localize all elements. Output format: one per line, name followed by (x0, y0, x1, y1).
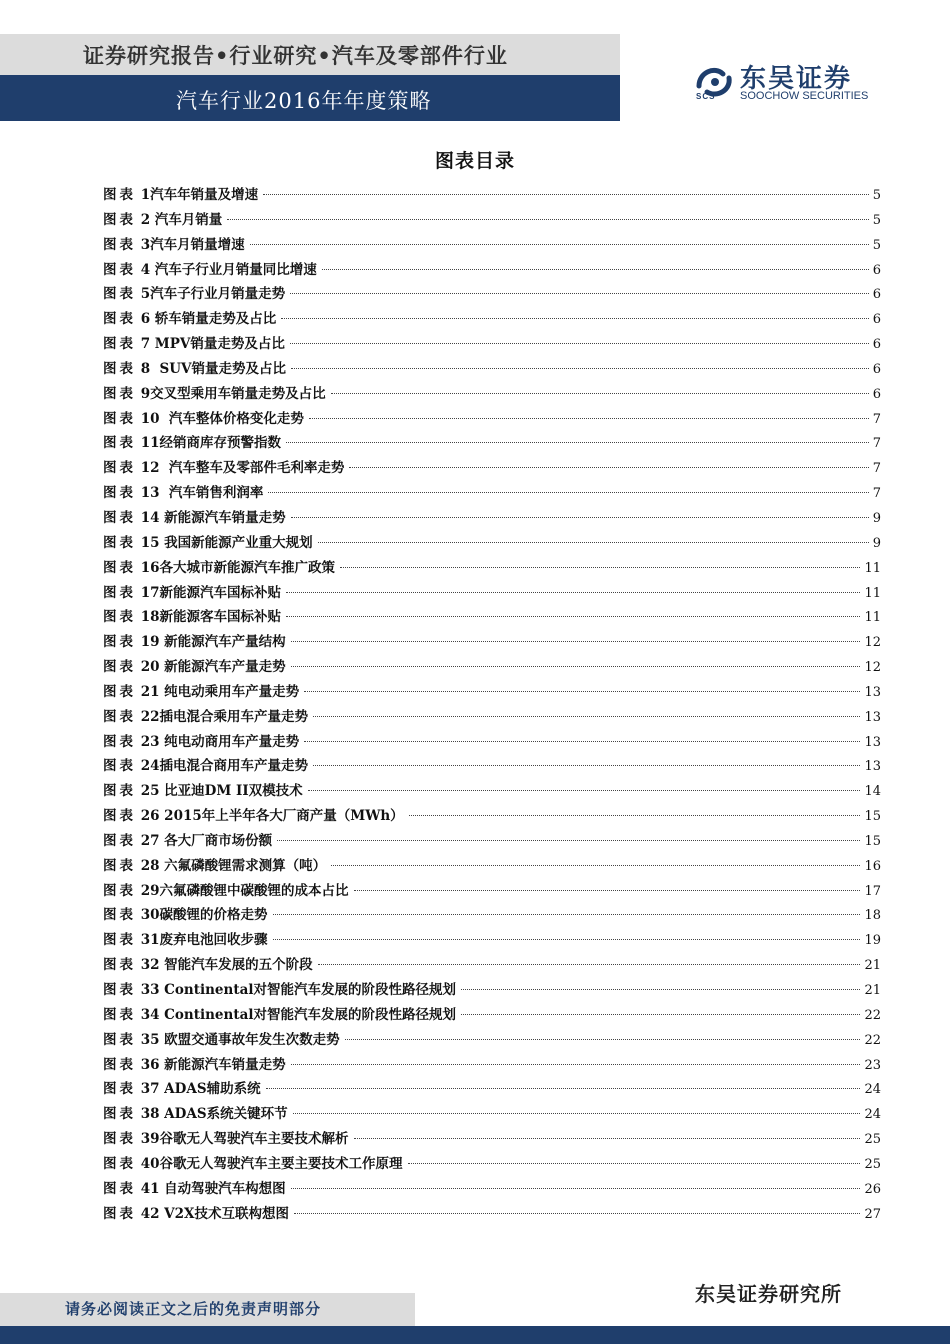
toc-prefix: 图表 (103, 261, 136, 278)
toc-leader-dots (291, 517, 869, 518)
toc-page-number: 5 (872, 212, 881, 228)
toc-page-number: 13 (864, 759, 881, 775)
toc-row[interactable] (103, 357, 881, 382)
toc-prefix: 图表 (103, 659, 136, 676)
toc-row[interactable] (103, 680, 881, 705)
toc-page-number: 13 (864, 734, 881, 750)
toc-row[interactable] (103, 183, 881, 208)
toc-label (103, 1102, 291, 1127)
toc-leader-dots (273, 939, 861, 940)
figure-list (103, 183, 881, 1226)
logo-english-name: SOOCHOW SECURITIES (740, 90, 869, 102)
toc-leader-dots (286, 442, 869, 443)
toc-leader-dots (291, 641, 861, 642)
toc-label (103, 307, 279, 332)
footer-bar (0, 1326, 950, 1344)
toc-caption: 1汽车年销量及增速 (136, 187, 259, 203)
toc-label (103, 804, 407, 829)
toc-label (103, 928, 271, 953)
toc-prefix: 图表 (103, 385, 136, 402)
toc-leader-dots (277, 840, 860, 841)
toc-page-number: 27 (864, 1206, 881, 1222)
toc-prefix: 图表 (103, 435, 136, 452)
toc-caption: 10 汽车整体价格变化走势 (136, 410, 304, 427)
toc-leader-dots (286, 592, 860, 593)
toc-label (103, 208, 225, 233)
toc-row[interactable] (103, 655, 881, 680)
toc-page-number: 13 (864, 684, 881, 700)
toc-prefix: 图表 (103, 485, 136, 502)
toc-caption: 2 汽车月销量 (136, 211, 223, 228)
toc-prefix: 图表 (103, 634, 136, 651)
toc-caption: 15 我国新能源产业重大规划 (136, 534, 313, 551)
toc-row[interactable] (103, 1202, 881, 1227)
toc-caption: 11经销商库存预警指数 (136, 435, 281, 452)
toc-page-number: 7 (872, 461, 881, 477)
footer-institute: 东吴证券研究所 (695, 1282, 842, 1306)
toc-leader-dots (409, 815, 861, 816)
toc-page-number: 6 (872, 262, 881, 278)
toc-leader-dots (340, 567, 860, 568)
toc-row[interactable] (103, 1102, 881, 1127)
toc-page-number: 19 (864, 933, 881, 949)
toc-prefix: 图表 (103, 410, 136, 427)
toc-leader-dots (227, 219, 868, 220)
toc-label (103, 829, 275, 854)
toc-row[interactable] (103, 730, 881, 755)
toc-page-number: 25 (864, 1132, 881, 1148)
toc-page-number: 9 (872, 535, 881, 551)
toc-caption: 3汽车月销量增速 (136, 236, 245, 253)
toc-caption: 31废弃电池回收步骤 (136, 932, 268, 949)
toc-caption: 26 2015年上半年各大厂商产量（MWh） (136, 808, 404, 825)
toc-label (103, 680, 302, 705)
toc-prefix: 图表 (103, 857, 136, 874)
toc-caption: 35 欧盟交通事故年发生次数走势 (136, 1031, 340, 1048)
toc-page-number: 5 (872, 188, 881, 203)
toc-leader-dots (281, 318, 868, 319)
toc-page-number: 6 (872, 386, 881, 402)
toc-leader-dots (286, 616, 860, 617)
logo-abbreviation: SCS (696, 92, 716, 101)
toc-row[interactable] (103, 754, 881, 779)
report-category: 证券研究报告•行业研究•汽车及零部件行业 (83, 43, 508, 68)
toc-prefix: 图表 (103, 832, 136, 849)
toc-prefix: 图表 (103, 758, 136, 775)
toc-label (103, 357, 289, 382)
toc-row[interactable] (103, 1077, 881, 1102)
report-subtitle: 汽车行业2016年年度策略 (176, 89, 432, 113)
toc-row[interactable] (103, 779, 881, 804)
toc-page-number: 25 (864, 1156, 881, 1172)
toc-title: 图表目录 (434, 150, 515, 172)
toc-row[interactable] (103, 556, 881, 581)
toc-page-number: 26 (864, 1181, 881, 1197)
toc-leader-dots (322, 269, 869, 270)
toc-row[interactable] (103, 705, 881, 730)
toc-caption: 33 Continental对智能汽车发展的阶段性路径规划 (136, 982, 456, 998)
toc-row[interactable] (103, 1028, 881, 1053)
toc-prefix: 图表 (103, 957, 136, 974)
toc-caption: 34 Continental对智能汽车发展的阶段性路径规划 (136, 1006, 456, 1023)
toc-label (103, 705, 311, 730)
toc-row[interactable] (103, 1003, 881, 1028)
logo-chinese-name: 东吴证券 (740, 64, 853, 94)
toc-page-number: 24 (864, 1107, 881, 1123)
toc-label (103, 630, 289, 655)
toc-leader-dots (461, 989, 861, 990)
toc-prefix: 图表 (103, 1106, 136, 1123)
toc-page-number: 7 (872, 436, 881, 452)
toc-leader-dots (318, 964, 861, 965)
toc-leader-dots (268, 492, 868, 493)
toc-label (103, 556, 338, 581)
toc-caption: 20 新能源汽车产量走势 (136, 659, 286, 676)
footer-disclaimer: 请务必阅读正文之后的免责声明部分 (65, 1300, 322, 1318)
toc-page-number: 14 (864, 784, 881, 800)
toc-leader-dots (313, 765, 860, 766)
toc-label (103, 506, 289, 531)
toc-caption: 24插电混合商用车产量走势 (136, 758, 308, 775)
toc-leader-dots (290, 293, 869, 294)
toc-row[interactable] (103, 282, 881, 307)
toc-page-number: 22 (864, 1032, 881, 1048)
toc-row[interactable] (103, 903, 881, 928)
toc-caption: 7 MPV销量走势及占比 (136, 336, 285, 353)
toc-caption: 14 新能源汽车销量走势 (136, 509, 286, 526)
toc-row[interactable] (103, 804, 881, 829)
toc-label (103, 1202, 292, 1227)
toc-prefix: 图表 (103, 932, 136, 949)
toc-leader-dots (318, 542, 869, 543)
toc-leader-dots (273, 914, 861, 915)
toc-row[interactable] (103, 581, 881, 606)
toc-row[interactable] (103, 258, 881, 283)
toc-leader-dots (263, 194, 869, 195)
toc-prefix: 图表 (103, 683, 136, 700)
toc-prefix: 图表 (103, 708, 136, 725)
toc-leader-dots (250, 244, 869, 245)
toc-leader-dots (304, 691, 860, 692)
toc-caption: 25 比亚迪DM II双模技术 (136, 783, 303, 800)
toc-leader-dots (266, 1088, 861, 1089)
toc-page-number: 15 (864, 833, 881, 849)
toc-row[interactable] (103, 829, 881, 854)
toc-prefix: 图表 (103, 783, 136, 800)
toc-page-number: 11 (864, 610, 881, 626)
toc-caption: 29六氟磷酸锂中碳酸锂的成本占比 (136, 882, 349, 899)
toc-caption: 21 纯电动乘用车产量走势 (136, 683, 300, 700)
toc-page-number: 6 (872, 287, 881, 303)
toc-label (103, 581, 284, 606)
toc-leader-dots (309, 418, 869, 419)
toc-prefix: 图表 (103, 1006, 136, 1023)
toc-caption: 28 六氟磷酸锂需求测算（吨） (136, 857, 327, 874)
toc-caption: 4 汽车子行业月销量同比增速 (136, 261, 317, 278)
toc-label (103, 258, 320, 283)
toc-page-number: 12 (864, 660, 881, 676)
toc-page-number: 11 (864, 560, 881, 576)
toc-label (103, 1177, 289, 1202)
toc-caption: 36 新能源汽车销量走势 (136, 1056, 286, 1073)
toc-caption: 40谷歌无人驾驶汽车主要主要技术工作原理 (136, 1155, 403, 1172)
toc-label (103, 407, 307, 432)
toc-row[interactable] (103, 953, 881, 978)
toc-row[interactable] (103, 978, 881, 1003)
toc-prefix: 图表 (103, 534, 136, 551)
toc-caption: 37 ADAS辅助系统 (136, 1081, 261, 1098)
toc-caption: 22插电混合乘用车产量走势 (136, 708, 308, 725)
toc-prefix: 图表 (103, 1031, 136, 1048)
toc-row[interactable] (103, 854, 881, 879)
toc-prefix: 图表 (103, 882, 136, 899)
toc-leader-dots (331, 393, 869, 394)
toc-caption: 8 SUV销量走势及占比 (136, 360, 286, 377)
toc-caption: 39谷歌无人驾驶汽车主要技术解析 (136, 1131, 349, 1148)
toc-prefix: 图表 (103, 559, 136, 576)
toc-label (103, 382, 329, 407)
toc-prefix: 图表 (103, 1131, 136, 1148)
toc-row[interactable] (103, 431, 881, 456)
toc-leader-dots (345, 1039, 861, 1040)
toc-prefix: 图表 (103, 609, 136, 626)
toc-label (103, 481, 266, 506)
toc-page-number: 24 (864, 1082, 881, 1098)
toc-leader-dots (304, 741, 860, 742)
toc-page-number: 6 (872, 361, 881, 377)
toc-row[interactable] (103, 382, 881, 407)
toc-label (103, 1003, 459, 1028)
toc-leader-dots (354, 1138, 861, 1139)
toc-page-number: 7 (872, 486, 881, 502)
toc-row[interactable] (103, 407, 881, 432)
toc-caption: 17新能源汽车国标补贴 (136, 584, 281, 601)
toc-prefix: 图表 (103, 509, 136, 526)
toc-leader-dots (291, 666, 861, 667)
toc-label (103, 903, 271, 928)
toc-page-number: 15 (864, 809, 881, 825)
toc-caption: 19 新能源汽车产量结构 (136, 634, 286, 651)
toc-prefix: 图表 (103, 360, 136, 377)
toc-caption: 38 ADAS系统关键环节 (136, 1106, 288, 1123)
toc-label (103, 730, 302, 755)
toc-prefix: 图表 (103, 982, 136, 998)
toc-leader-dots (291, 1064, 861, 1065)
toc-row[interactable] (103, 879, 881, 904)
toc-page-number: 22 (864, 1007, 881, 1023)
toc-label (103, 1077, 264, 1102)
toc-page-number: 13 (864, 709, 881, 725)
toc-leader-dots (308, 790, 861, 791)
toc-caption: 27 各大厂商市场份额 (136, 832, 273, 849)
toc-row[interactable] (103, 307, 881, 332)
toc-leader-dots (461, 1014, 861, 1015)
toc-row[interactable] (103, 605, 881, 630)
toc-caption: 42 V2X技术互联构想图 (136, 1205, 290, 1222)
toc-label (103, 431, 284, 456)
toc-leader-dots (349, 467, 868, 468)
toc-prefix: 图表 (103, 1081, 136, 1098)
toc-caption: 12 汽车整车及零部件毛利率走势 (136, 460, 345, 477)
toc-prefix: 图表 (103, 336, 136, 353)
toc-prefix: 图表 (103, 286, 136, 303)
toc-row[interactable] (103, 1152, 881, 1177)
toc-caption: 13 汽车销售利润率 (136, 485, 264, 502)
toc-caption: 6 轿车销量走势及占比 (136, 311, 277, 328)
toc-page-number: 5 (872, 237, 881, 253)
toc-leader-dots (354, 890, 861, 891)
toc-prefix: 图表 (103, 311, 136, 328)
toc-caption: 30碳酸锂的价格走势 (136, 907, 268, 924)
toc-prefix: 图表 (103, 211, 136, 228)
toc-caption: 16各大城市新能源汽车推广政策 (136, 559, 335, 576)
toc-page-number: 16 (864, 858, 881, 874)
toc-leader-dots (290, 343, 869, 344)
toc-caption: 18新能源客车国标补贴 (136, 609, 281, 626)
toc-row[interactable] (103, 208, 881, 233)
toc-label (103, 183, 261, 208)
toc-leader-dots (293, 1113, 861, 1114)
toc-leader-dots (331, 865, 860, 866)
toc-label (103, 233, 248, 258)
toc-page-number: 6 (872, 312, 881, 328)
toc-row[interactable] (103, 233, 881, 258)
toc-leader-dots (408, 1163, 861, 1164)
toc-row[interactable] (103, 481, 881, 506)
toc-row[interactable] (103, 1127, 881, 1152)
toc-label (103, 879, 352, 904)
toc-row[interactable] (103, 332, 881, 357)
toc-label (103, 1028, 343, 1053)
toc-row[interactable] (103, 928, 881, 953)
toc-page-number: 6 (872, 337, 881, 353)
toc-prefix: 图表 (103, 1155, 136, 1172)
toc-row[interactable] (103, 531, 881, 556)
toc-label (103, 953, 316, 978)
toc-page-number: 17 (864, 883, 881, 899)
toc-page-number: 9 (872, 510, 881, 526)
toc-page-number: 21 (864, 983, 881, 998)
toc-prefix: 图表 (103, 1180, 136, 1197)
toc-label (103, 605, 284, 630)
toc-page-number: 18 (864, 908, 881, 924)
toc-caption: 23 纯电动商用车产量走势 (136, 733, 300, 750)
toc-leader-dots (313, 716, 860, 717)
toc-page-number: 7 (872, 411, 881, 427)
toc-label (103, 978, 459, 1003)
toc-caption: 41 自动驾驶汽车构想图 (136, 1180, 286, 1197)
toc-prefix: 图表 (103, 733, 136, 750)
toc-label (103, 282, 288, 307)
toc-prefix: 图表 (103, 1205, 136, 1222)
toc-prefix: 图表 (103, 907, 136, 924)
toc-caption: 5汽车子行业月销量走势 (136, 286, 286, 303)
toc-label (103, 1053, 289, 1078)
toc-label (103, 779, 306, 804)
toc-label (103, 655, 289, 680)
toc-row[interactable] (103, 1053, 881, 1078)
toc-page-number: 21 (864, 958, 881, 974)
toc-caption: 32 智能汽车发展的五个阶段 (136, 957, 313, 974)
toc-prefix: 图表 (103, 236, 136, 253)
toc-label (103, 332, 288, 357)
toc-prefix: 图表 (103, 584, 136, 601)
toc-prefix: 图表 (103, 460, 136, 477)
toc-row[interactable] (103, 506, 881, 531)
toc-page-number: 11 (864, 585, 881, 601)
toc-caption: 9交叉型乘用车销量走势及占比 (136, 385, 326, 402)
toc-label (103, 854, 329, 879)
toc-label (103, 1127, 352, 1152)
toc-row[interactable] (103, 456, 881, 481)
toc-prefix: 图表 (103, 808, 136, 825)
toc-label (103, 456, 347, 481)
toc-leader-dots (291, 1188, 861, 1189)
toc-row[interactable] (103, 630, 881, 655)
toc-label (103, 754, 311, 779)
toc-prefix: 图表 (103, 187, 136, 203)
toc-label (103, 531, 316, 556)
toc-page-number: 23 (864, 1057, 881, 1073)
toc-prefix: 图表 (103, 1056, 136, 1073)
toc-page-number: 12 (864, 635, 881, 651)
toc-label (103, 1152, 406, 1177)
toc-leader-dots (294, 1213, 860, 1214)
toc-row[interactable] (103, 1177, 881, 1202)
toc-leader-dots (291, 368, 869, 369)
